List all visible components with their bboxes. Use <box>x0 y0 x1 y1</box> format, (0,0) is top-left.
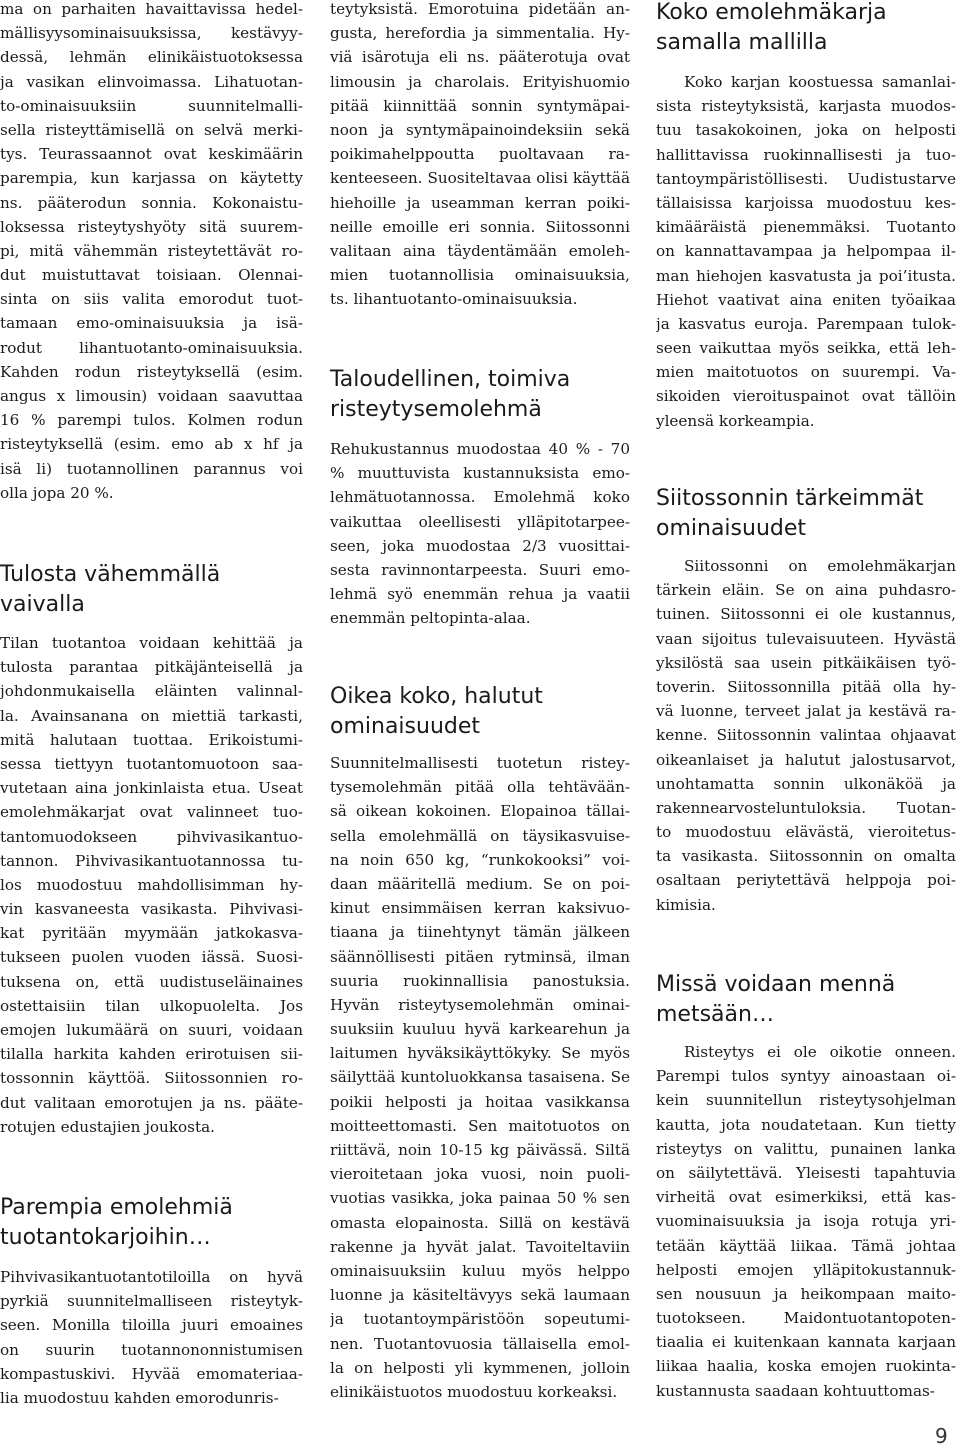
text-line: lehmä syö enemmän rehua ja vaatii <box>330 585 630 604</box>
text-line: tossonnin käyttöä. Siitossonnien ro- <box>0 1069 303 1088</box>
heading-siitossonnin: Siitossonnin tärkeimmät ominaisuudet <box>656 486 924 541</box>
text-line: ts. lihantuotanto-ominaisuuksia. <box>330 290 578 309</box>
text-line: hallittavissa ruokinnallisesti ja tuo- <box>656 145 956 164</box>
text-line: pyrkiä suunnitelmalliseen risteytyk- <box>0 1292 303 1311</box>
text-line: kenteeseen. Suositeltavaa olisi käyttää <box>330 169 630 188</box>
text-line: kenne. Siitossonnin valintaa ohjaavat <box>656 726 956 745</box>
text-line: noon ja syntymäpainoindeksiin sekä <box>330 120 630 139</box>
paragraph-missa-voidaan <box>656 1040 956 1403</box>
text-line: vutetaan aina jonkinlaista etua. Useat <box>0 779 303 798</box>
text-line: kein suunnitellun risteytysohjelman <box>656 1091 956 1110</box>
text-line: seen vaikuttaa myös seikka, että leh- <box>656 339 956 358</box>
text-line: la on helposti yli kymmenen, jolloin <box>330 1358 630 1377</box>
text-line: seen. Monilla tiloilla juuri emoaines <box>0 1316 303 1335</box>
paragraph-oikea-koko <box>330 751 630 1404</box>
text-line: sessa tiettyyn tuotantomuotoon saa- <box>0 754 303 773</box>
text-line: olla jopa 20 %. <box>0 483 114 502</box>
text-line: tiaana ja tiinehtynyt tämän jälkeen <box>330 923 630 942</box>
text-line: sista risteytyksistä, karjasta muodos- <box>656 97 956 116</box>
text-line: omasta elopainosta. Sillä on kestävä <box>330 1213 630 1232</box>
text-line: man hiehojen kasvatusta ja poi’itusta. <box>656 266 956 285</box>
text-line: emolehmäkarjat ovat valinneet tuo- <box>0 803 303 822</box>
text-line: tällaisissa karjoissa muodostuu kes- <box>656 193 956 212</box>
text-line: Pihvivasikantuotantotiloilla on hyvä <box>0 1268 303 1286</box>
text-line: Koko karjan koostuessa samanlai- <box>684 73 956 91</box>
text-line: Suunnitelmallisesti tuotetun ristey- <box>330 754 630 772</box>
text-line: suuksiin kuuluu hyvä karkearehun ja <box>330 1020 630 1039</box>
text-line: unohtamatta sonnin ulkonäköä ja <box>656 774 956 793</box>
text-line: vieroitetaan joka vuosi, noin puoli- <box>330 1165 630 1184</box>
text-line: risteytyksellä (esim. emo ab x hf ja <box>0 435 303 454</box>
text-line: kustannusta saadaan kohtuuttomas- <box>656 1381 935 1400</box>
text-line: tiaalia ei kuitenkaan kannata karjaan <box>656 1333 956 1352</box>
text-line: dessä, lehmän elinikäistuotoksessa <box>0 48 303 67</box>
text-line: kat pyritään myymään jatkokasva- <box>0 924 303 943</box>
text-line: Siitossonni on emolehmäkarjan <box>684 557 956 575</box>
heading-koko-emolehmakarja: Koko emolehmäkarja samalla mallilla <box>656 0 887 55</box>
text-line: kimisia. <box>656 895 716 914</box>
text-line: Tilan tuotantoa voidaan kehittää ja <box>0 634 303 652</box>
text-line: pitää kiinnittää sonnin syntymäpai- <box>330 96 630 115</box>
text-line: Rehukustannus muodostaa 40 % - 70 <box>330 440 630 458</box>
text-line: ma on parhaiten havaittavissa hedel- <box>0 0 303 18</box>
text-line: tannon. Pihvivasikantuotannossa tu- <box>0 851 303 870</box>
text-line: Risteytys ei ole oikotie onneen. <box>684 1043 956 1061</box>
intro-paragraph <box>0 0 303 505</box>
text-line: limousin ja charolais. Erityishuomio <box>330 72 630 91</box>
text-line: yksilöstä saa usein pitkäikäisen työ- <box>656 653 956 672</box>
text-line: moitteettomasti. Sen maitotuotos on <box>330 1116 630 1135</box>
text-line: 16 % parempi tulos. Kolmen rodun <box>0 411 303 430</box>
text-line: tuksena on, että uudistuseläinaines <box>0 972 303 991</box>
text-line: ns. pääterodun sonnia. Kokonaistu- <box>0 193 303 212</box>
page-number: 9 <box>935 1424 948 1448</box>
text-line: tuinen. Siitossonni ei ole kustannus, <box>656 605 956 624</box>
text-line: tukseen puolen vuoden iässä. Suosi- <box>0 948 303 967</box>
paragraph-taloudellinen <box>330 437 630 631</box>
text-line: pi, mitä vähemmän risteytettävät ro- <box>0 241 303 260</box>
text-line: rodut lihantuotanto-ominaisuuksia. <box>0 338 303 357</box>
text-line: Hiehot vaativat aina eniten työaikaa <box>656 290 956 309</box>
text-line: teytyksistä. Emorotuina pidetään an- <box>330 0 630 18</box>
text-line: dut muistuttavat toisiaan. Olennai- <box>0 266 303 285</box>
paragraph-siitossonnin <box>656 554 956 917</box>
text-line: vaikuttaa oleellisesti ylläpitotarpee- <box>330 512 630 531</box>
text-line: tulosta parantaa pitkäjänteisellä ja <box>0 658 303 677</box>
text-line: vuominaisuuksia ja isoja rotuja yri- <box>656 1212 956 1231</box>
text-line: helposti emojen ylläpitokustannuk- <box>656 1260 956 1279</box>
text-line: tysemolehmän pitää olla tehtävään- <box>330 778 630 797</box>
text-line: kautta, jota noudatetaan. Kun tietty <box>656 1115 956 1134</box>
text-line: ja tuotantoympäristöön sopeutumi- <box>330 1310 630 1329</box>
text-line: liikaa haalia, koska emojen ruokinta- <box>656 1357 956 1376</box>
text-line: tilalla harkita kahden erirotuisen sii- <box>0 1045 303 1064</box>
text-line: johdonmukaisella eläinten valinnal- <box>0 682 303 701</box>
text-line: tuu tasakokoinen, joka on helposti <box>656 121 956 140</box>
heading-taloudellinen: Taloudellinen, toimiva risteytysemolehmä <box>330 367 571 422</box>
text-line: tuotokseen. Maidontuotantopoten- <box>656 1309 956 1328</box>
text-line: sen nousuun ja heikompaan maito- <box>656 1284 956 1303</box>
text-line: % muuttuvista kustannuksista emo- <box>330 464 630 483</box>
text-line: ja vasikan elinvoimassa. Lihatuotan- <box>0 72 303 91</box>
paragraph-koko-emolehmakarja <box>656 70 956 433</box>
paragraph-tulosta <box>0 631 303 1139</box>
text-line: säilyttää kuntoluokkansa tasaisena. Se <box>330 1068 630 1087</box>
text-line: ta vasikasta. Siitossonnin on omalta <box>656 847 956 866</box>
text-line: daan määritellä medium. Se on poi- <box>330 874 630 893</box>
text-line: nen. Tuotantovuosia tällaisella emol- <box>330 1334 630 1353</box>
text-line: toverin. Siitossonnilla pitää olla hy- <box>656 677 956 696</box>
text-line: ostettaisiin tilan ulkopuolelta. Jos <box>0 996 303 1015</box>
text-line: poikimahelppoutta puoltavaan ra- <box>330 145 630 164</box>
text-line: rakennearvosteluntuloksia. Tuotan- <box>656 798 956 817</box>
text-line: on kannattavampaa ja helpompaa il- <box>656 242 956 261</box>
text-line: sella emolehmällä on täysikasvuise- <box>330 826 630 845</box>
text-line: poikii helposti ja hoitaa vasikkansa <box>330 1092 630 1111</box>
text-line: tamaan emo-ominaisuuksia ja isä- <box>0 314 303 333</box>
text-line: emojen lukumäärä on suuri, voidaan <box>0 1021 303 1039</box>
text-line: oikeanlaiset ja halutut jalostusarvot, <box>656 750 956 769</box>
text-line: ja kasvatus euroja. Parempaan tulok- <box>656 314 956 333</box>
text-line: mitä halutaan tuottaa. Erikoistumi- <box>0 730 303 749</box>
text-line: tys. Teurassaannot ovat keskimäärin <box>0 145 303 164</box>
text-line: sikoiden vieroituspainot ovat tällöin <box>656 387 956 406</box>
heading-parempia: Parempia emolehmiä tuotantokarjoihin… <box>0 1195 233 1250</box>
text-line: elinikäistuotos muodostuu korkeaksi. <box>330 1382 618 1401</box>
text-line: tetään käyttää liikaa. Tämä johtaa <box>656 1236 956 1255</box>
text-line: suuria ruokinnallisia panostuksia. <box>330 971 630 990</box>
text-line: vä luonne, terveet jalat ja kestävä ra- <box>656 702 956 721</box>
text-line: la. Avainsanana on miettiä tarkasti, <box>0 706 303 725</box>
text-line: tantomuodokseen pihvivasikantuo- <box>0 827 303 846</box>
text-line: hiehoille ja useamman kerran poiki- <box>330 193 630 212</box>
text-line: angus x limousin) voidaan saavuttaa <box>0 387 303 405</box>
heading-missa-voidaan: Missä voidaan mennä metsään… <box>656 972 896 1027</box>
text-line: isä li) tuotannollinen parannus voi <box>0 459 303 478</box>
heading-tulosta: Tulosta vähemmällä vaivalla <box>0 562 221 617</box>
text-line: osaltaan periytettävä helppoja poi- <box>656 871 956 890</box>
text-line: loksessa risteytyshyöty sitä suurem- <box>0 217 303 236</box>
text-line: to-ominaisuuksiin suunnitelmalli- <box>0 96 303 115</box>
text-line: lia muodostuu kahden emorodunris- <box>0 1388 279 1407</box>
text-line: sinta on siis valita emorodut tuot- <box>0 290 303 309</box>
text-line: valitaan aina täydentämään emoleh- <box>330 241 630 260</box>
text-line: vuotias vasikka, joka painaa 50 % sen <box>330 1189 630 1208</box>
text-line: sä oikean kokoinen. Elopainoa tällai- <box>330 802 630 821</box>
text-line: on suurin tuotannononnistumisen <box>0 1340 303 1359</box>
text-line: los muodostuu mahdollisimman hy- <box>0 875 303 894</box>
text-line: Parempi tulos syntyy ainoastaan oi- <box>656 1067 956 1086</box>
text-line: yleensä korkeampia. <box>656 411 815 430</box>
text-line: rakenne ja hyvät jalat. Tavoiteltaviin <box>330 1237 630 1256</box>
text-line: to muodostuu elävästä, vieroitetus- <box>656 823 956 842</box>
heading-oikea-koko: Oikea koko, halutut ominaisuudet <box>330 684 543 739</box>
text-line: rotujen edustajien joukosta. <box>0 1117 215 1136</box>
text-line: tantoympäristöllisesti. Uudistustarve <box>656 169 956 188</box>
paragraph-parempia <box>0 1265 303 1410</box>
text-line: laitumen hyväksikäyttökyky. Se myös <box>330 1044 630 1063</box>
text-line: virheitä ovat esimerkiksi, että kas- <box>656 1188 956 1207</box>
text-line: luonne ja käsiteltävyys sekä laumaan <box>330 1286 630 1305</box>
text-line: kinut ensimmäisen kerran kaksivuo- <box>330 899 630 918</box>
text-line: na noin 650 kg, “runkokooksi” voi- <box>330 850 630 869</box>
text-line: ominaisuuksiin kuluu myös helppo <box>330 1261 630 1280</box>
text-line: parempia, kun karjassa on käytetty <box>0 169 303 188</box>
text-line: neille emoille eri sonnia. Siitossonni <box>330 217 630 236</box>
text-line: gusta, herefordia ja simmentalia. Hy- <box>330 24 630 43</box>
text-line: riittävä, noin 10-15 kg päivässä. Siltä <box>330 1141 630 1159</box>
text-line: vaan sijoitus tulevaisuuteen. Hyvästä <box>656 629 956 648</box>
text-line: kompastuskivi. Hyvää emomateriaa- <box>0 1364 303 1383</box>
text-line: mien maitotuotos on suurempi. Va- <box>656 363 956 382</box>
text-line: dut valitaan emorotujen ja ns. pääte- <box>0 1093 303 1112</box>
text-line: tärkein eläin. Se on aina puhdasro- <box>656 581 956 600</box>
text-line: vin kasvaneesta vasikasta. Pihvivasi- <box>0 900 303 919</box>
text-line: mällisyysominaisuuksissa, kestävyy- <box>0 24 303 43</box>
text-line: risteytys on valittu, punainen lanka <box>656 1139 956 1158</box>
text-line: säännöllisesti pitäen rytminsä, ilman <box>330 947 630 966</box>
text-line: kimääräistä pienemmäksi. Tuotanto <box>656 218 956 237</box>
paragraph-continued <box>330 0 630 311</box>
text-line: mien tuotannollisia ominaisuuksia, <box>330 266 630 285</box>
text-line: on säilytettävä. Yleisesti tapahtuvia <box>656 1163 956 1182</box>
text-line: viä isärotuja eli ns. pääterotuja ovat <box>330 48 630 67</box>
text-line: Kahden rodun risteytyksellä (esim. <box>0 362 303 381</box>
text-line: Hyvän risteytysemolehmän ominai- <box>330 995 630 1014</box>
text-line: seen, joka muodostaa 2/3 vuosittai- <box>330 536 630 555</box>
text-line: enemmän peltopinta-alaa. <box>330 609 531 628</box>
text-line: lehmätuotannossa. Emolehmä koko <box>330 488 630 507</box>
text-line: sesta ravinnontarpeesta. Suuri emo- <box>330 560 630 579</box>
text-line: sella risteyttämisellä on selvä merki- <box>0 120 303 139</box>
